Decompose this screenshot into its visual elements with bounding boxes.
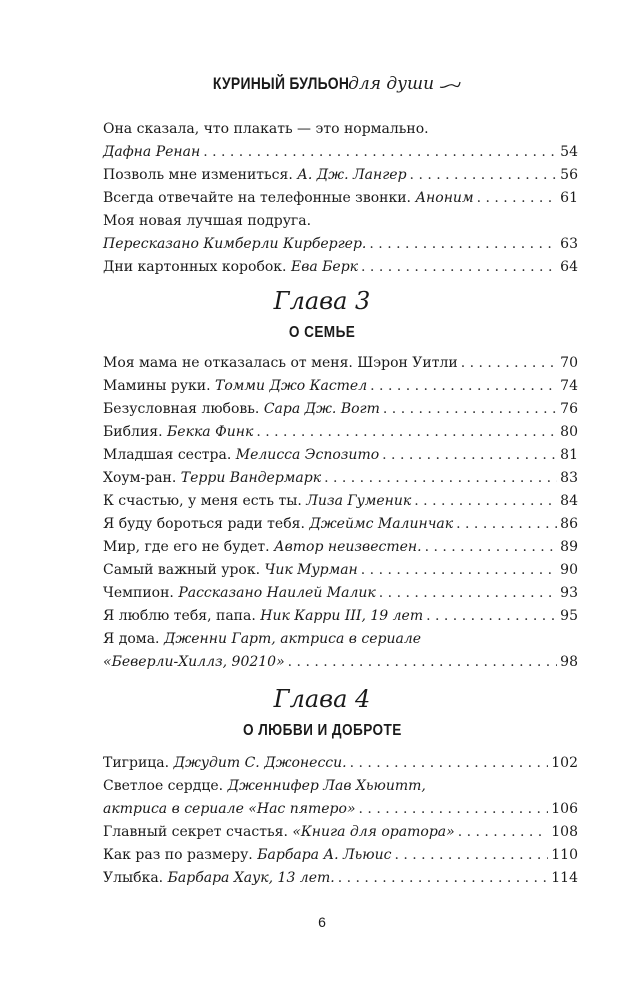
entry-title: К счастью, у меня есть ты. [103,493,302,509]
entry-page: 74 [560,378,578,394]
entry-author: Дженни Гарт, актриса в сериале [163,631,422,647]
chapter-4-heading [0,684,644,742]
toc-chapter-4 [103,752,578,890]
toc-entry[interactable] [103,867,578,890]
entry-page: 86 [560,516,578,532]
entry-title: Безусловная любовь. [103,401,260,417]
entry-author: Пересказано Кимберли Кирбергер. [103,236,367,252]
entry-author: Аноним [415,190,474,206]
flourish-icon [439,79,461,91]
entry-page: 54 [560,144,578,160]
entry-title: Самый важный урок. [103,562,261,578]
toc-entry[interactable] [103,375,578,398]
entry-author: Джеймс Малинчак [309,516,454,532]
entry-author-cont: актриса в сериале «Нас пятеро» [103,801,356,817]
toc-entry[interactable] [103,490,578,513]
book-title: КУРИНЫЙ БУЛЬОН [212,74,349,93]
entry-author: Лиза Гуменик [306,493,412,509]
entry-author: Бекка Финк [167,424,254,440]
toc-entry[interactable] [103,352,578,375]
toc-entry[interactable] [103,467,578,490]
toc-entry[interactable] [103,559,578,582]
entry-page: 80 [560,424,578,440]
entry-title: Улыбка. [103,870,164,886]
toc-entry[interactable] [103,844,578,867]
toc-entry[interactable] [103,628,578,674]
entry-author: Джудит С. Джонесси. [173,755,347,771]
toc-entry[interactable] [103,775,578,821]
entry-author: Дженнифер Лав Хьюитт, [227,778,426,794]
entry-page: 84 [560,493,578,509]
toc-chapter-3 [103,352,578,674]
entry-title: Я буду бороться ради тебя. [103,516,305,532]
entry-page: 110 [551,847,578,863]
toc-entry[interactable] [103,210,578,256]
entry-page: 95 [560,608,578,624]
entry-author: Мелисса Эспозито [235,447,380,463]
entry-page: 61 [560,190,578,206]
entry-title: Моя мама не отказалась от меня. Шэрон Уитли [103,355,458,371]
running-header [0,74,644,94]
entry-author-cont: «Беверли-Хиллз, 90210» [103,654,285,670]
chapter-label: Глава 4 [273,685,371,713]
entry-page: 102 [551,755,578,771]
entry-title: Хоум-ран. [103,470,177,486]
entry-page: 70 [560,355,578,371]
entry-author: Ник Карри III, 19 лет [260,608,424,624]
entry-page: 90 [560,562,578,578]
toc-entry[interactable] [103,256,578,279]
entry-title: Светлое сердце. [103,778,224,794]
toc-entry[interactable] [103,421,578,444]
entry-title: Главный секрет счастья. [103,824,288,840]
entry-page: 83 [560,470,578,486]
entry-page: 108 [551,824,578,840]
entry-title: Я люблю тебя, папа. [103,608,256,624]
entry-author: «Книга для оратора» [292,824,455,840]
toc-entry[interactable] [103,821,578,844]
entry-title: Дни картонных коробок. [103,259,287,275]
entry-author: Рассказано Наилей Малик [178,585,376,601]
entry-page: 106 [551,801,578,817]
toc-entry[interactable] [103,187,578,210]
entry-author: Томми Джо Кастел [215,378,368,394]
entry-title: Мамины руки. [103,378,211,394]
entry-title: Чемпион. [103,585,174,601]
entry-page: 64 [560,259,578,275]
entry-page: 93 [560,585,578,601]
toc-entry[interactable] [103,605,578,628]
entry-page: 56 [560,167,578,183]
entry-page: 89 [560,539,578,555]
entry-page: 63 [560,236,578,252]
entry-title: Моя новая лучшая подруга. [103,213,312,229]
entry-title: Она сказала, что плакать — это нормально. [103,121,429,137]
entry-page: 114 [551,870,578,886]
chapter-3-heading [0,286,644,344]
entry-author: Автор неизвестен. [274,539,422,555]
entry-page: 81 [560,447,578,463]
toc-entry[interactable] [103,444,578,467]
entry-author: А. Дж. Лангер [297,167,407,183]
toc-section-top [103,118,578,279]
entry-title: Библия. [103,424,163,440]
book-title-script: для души [348,74,435,94]
entry-author: Ева Берк [290,259,359,275]
entry-page: 98 [560,654,578,670]
toc-entry[interactable] [103,582,578,605]
entry-author: Чик Мурман [264,562,358,578]
entry-title: Мир, где его не будет. [103,539,270,555]
toc-entry[interactable] [103,513,578,536]
entry-title: Всегда отвечайте на телефонные звонки. [103,190,411,206]
toc-entry[interactable] [103,398,578,421]
entry-author: Сара Дж. Вогт [263,401,380,417]
toc-entry[interactable] [103,164,578,187]
entry-title: Как раз по размеру. [103,847,253,863]
entry-author: Барбара А. Льюис [257,847,392,863]
chapter-subtitle: О СЕМЬЕ [288,324,356,341]
entry-page: 76 [560,401,578,417]
toc-entry[interactable] [103,118,578,164]
entry-author: Дафна Ренан [103,144,201,160]
entry-title: Я дома. [103,631,160,647]
entry-title: Младшая сестра. [103,447,232,463]
entry-author: Терри Вандермарк [180,470,322,486]
page-number: 6 [318,914,326,930]
toc-entry[interactable] [103,752,578,775]
toc-entry[interactable] [103,536,578,559]
chapter-subtitle: О ЛЮБВИ И ДОБРОТЕ [242,722,402,739]
chapter-label: Глава 3 [273,287,371,315]
entry-title: Тигрица. [103,755,170,771]
entry-title: Позволь мне измениться. [103,167,293,183]
entry-author: Барбара Хаук, 13 лет. [167,870,335,886]
